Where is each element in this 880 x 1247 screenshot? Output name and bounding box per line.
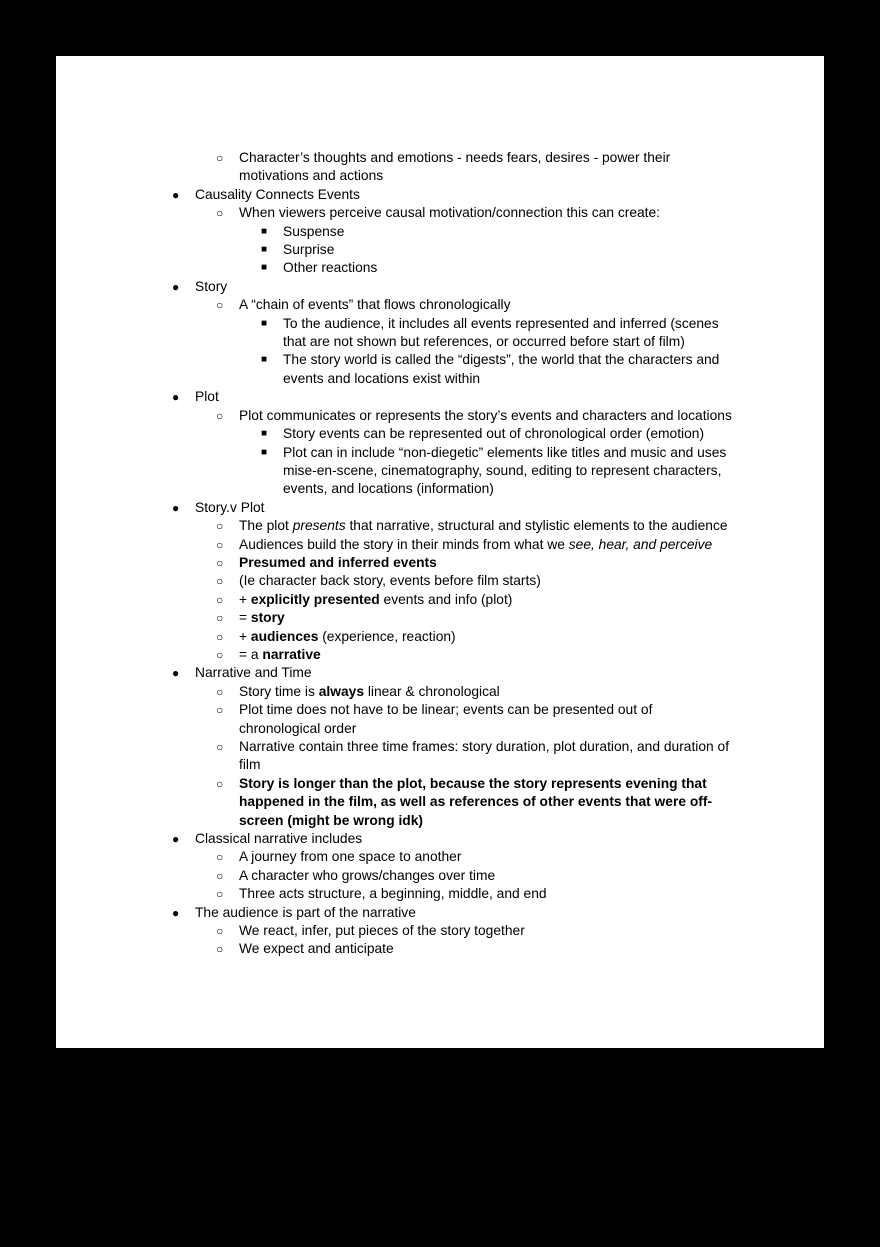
- bullet-circle-icon: ○: [216, 555, 224, 570]
- list-item-text: [239, 941, 394, 956]
- list-item-text: [239, 205, 660, 220]
- list-item-text: [195, 831, 362, 846]
- list-item-text: [195, 905, 416, 920]
- list-item-text: [239, 555, 437, 570]
- bullet-square-icon: ■: [261, 317, 268, 329]
- text-run: audiences: [250, 628, 319, 644]
- list-item-text: [283, 445, 726, 497]
- text-run: The story world is called the “digests”, the world that the characters and events and locations exist within: [283, 352, 720, 386]
- list-item-text: [239, 592, 512, 607]
- bullet-circle-icon: ○: [216, 647, 224, 662]
- list-item: [56, 149, 824, 186]
- bullet-circle-icon: ○: [216, 684, 224, 699]
- list-item: [56, 296, 824, 314]
- text-run: Narrative contain three time frames: story duration, plot duration, and duration of film: [239, 739, 730, 773]
- list-item: [56, 259, 824, 277]
- text-run: +: [239, 628, 251, 644]
- list-item-text: [283, 316, 719, 349]
- text-run: Story is longer than the plot, because the story represents evening that happened in the film, as well as references of other events that were off-screen (might be wrong idk): [239, 775, 713, 828]
- list-item-text: [283, 260, 377, 275]
- bullet-circle-icon: ○: [216, 592, 224, 607]
- list-item: [56, 536, 824, 554]
- bullet-disc-icon: ●: [172, 187, 180, 202]
- list-item-text: [239, 629, 456, 644]
- list-item: [56, 591, 824, 609]
- list-item-text: [195, 187, 360, 202]
- list-item-text: [239, 849, 461, 864]
- list-item-text: [239, 923, 525, 938]
- text-run: Suspense: [283, 223, 345, 239]
- bullet-circle-icon: ○: [216, 206, 224, 221]
- list-item-text: [239, 886, 547, 901]
- text-run: To the audience, it includes all events represented and inferred (scenes that are not shown but references, or occurred before start of film): [283, 315, 719, 350]
- document-page: [56, 56, 824, 1048]
- bullet-square-icon: ■: [261, 354, 268, 366]
- text-run: = a: [239, 646, 263, 662]
- text-run: Plot communicates or represents the story’s events and characters and locations: [239, 407, 732, 423]
- list-item: [56, 646, 824, 664]
- text-run: A character who grows/changes over time: [239, 867, 496, 883]
- list-item: [56, 848, 824, 866]
- bullet-circle-icon: ○: [216, 611, 224, 626]
- list-item: [56, 609, 824, 627]
- bullet-square-icon: ■: [261, 244, 268, 256]
- text-run: Surprise: [283, 242, 335, 258]
- bullet-circle-icon: ○: [216, 629, 224, 644]
- list-item: [56, 186, 824, 204]
- bullet-disc-icon: ●: [172, 832, 180, 847]
- text-run: narrative: [262, 646, 321, 662]
- list-item: [56, 351, 824, 388]
- text-run: Story: [195, 278, 228, 294]
- list-item: [56, 315, 824, 352]
- bullet-disc-icon: ●: [172, 500, 180, 515]
- bullet-square-icon: ■: [261, 262, 268, 274]
- bullet-square-icon: ■: [261, 428, 268, 440]
- bullet-circle-icon: ○: [216, 537, 224, 552]
- text-run: A journey from one space to another: [239, 849, 462, 865]
- text-run: The audience is part of the narrative: [195, 904, 416, 920]
- bullet-disc-icon: ●: [172, 666, 180, 681]
- bullet-circle-icon: ○: [216, 574, 224, 589]
- list-item: [56, 204, 824, 222]
- list-item: [56, 775, 824, 830]
- list-item-text: [195, 279, 227, 294]
- text-run: Plot can in include “non-diegetic” elements like titles and music and uses mise-en-scene, cinematography, sound, editing to represent characters, events, and locations (information): [283, 444, 727, 497]
- notes-list: [56, 149, 824, 959]
- bullet-disc-icon: ●: [172, 905, 180, 920]
- bullet-circle-icon: ○: [216, 519, 224, 534]
- list-item-text: [283, 426, 704, 441]
- list-item: [56, 664, 824, 682]
- bullet-disc-icon: ●: [172, 279, 180, 294]
- list-item-text: [239, 776, 712, 828]
- bullet-circle-icon: ○: [216, 408, 224, 423]
- list-item: [56, 683, 824, 701]
- list-item-text: [239, 150, 670, 183]
- text-run: Plot: [195, 389, 219, 405]
- list-item-text: [195, 665, 312, 680]
- bullet-circle-icon: ○: [216, 740, 224, 754]
- list-item: [56, 425, 824, 443]
- bullet-square-icon: ■: [261, 446, 268, 458]
- text-run: Audiences build the story in their minds from what we: [239, 536, 569, 552]
- list-item: [56, 444, 824, 499]
- list-item: [56, 701, 824, 738]
- list-item: [56, 738, 824, 775]
- text-run: We expect and anticipate: [239, 941, 394, 957]
- text-run: Narrative and Time: [195, 665, 312, 681]
- text-run: Story time is: [239, 683, 319, 699]
- list-item: [56, 867, 824, 885]
- text-run: Story events can be represented out of chronological order (emotion): [283, 426, 705, 442]
- list-item-text: [283, 242, 334, 257]
- text-run: that narrative, structural and stylistic elements to the audience: [345, 518, 728, 534]
- text-run: linear & chronological: [364, 683, 500, 699]
- list-item-text: [239, 297, 510, 312]
- text-run: explicitly presented: [250, 591, 380, 607]
- bullet-circle-icon: ○: [216, 924, 224, 939]
- list-item: [56, 554, 824, 572]
- text-run: events and info (plot): [379, 591, 513, 607]
- text-run: (experience, reaction): [318, 628, 456, 644]
- list-item: [56, 388, 824, 406]
- list-item-text: [239, 518, 728, 533]
- text-run: Other reactions: [283, 260, 378, 276]
- bullet-circle-icon: ○: [216, 942, 224, 957]
- text-run: Presumed and inferred events: [239, 554, 437, 570]
- list-item-text: [239, 647, 321, 662]
- text-run: A “chain of events” that flows chronologically: [239, 297, 511, 313]
- text-run: Plot time does not have to be linear; events can be presented out of chronological order: [239, 702, 653, 736]
- list-item-text: [283, 352, 719, 385]
- text-run: always: [318, 683, 364, 699]
- text-run: Causality Connects Events: [195, 186, 360, 202]
- list-item: [56, 517, 824, 535]
- list-item-text: [195, 500, 265, 515]
- list-item-text: [195, 389, 219, 404]
- list-item-text: [239, 684, 500, 699]
- text-run: presents: [292, 518, 346, 534]
- list-item: [56, 499, 824, 517]
- list-item: [56, 922, 824, 940]
- bullet-circle-icon: ○: [216, 703, 224, 718]
- list-item-text: [239, 610, 285, 625]
- text-run: The plot: [239, 518, 293, 534]
- bullet-circle-icon: ○: [216, 868, 224, 883]
- list-item-text: [283, 224, 344, 239]
- list-item-text: [239, 408, 732, 423]
- list-item: [56, 572, 824, 590]
- list-item-text: [239, 739, 729, 772]
- bullet-circle-icon: ○: [216, 151, 224, 165]
- text-run: (Ie character back story, events before film starts): [239, 573, 541, 589]
- text-run: Classical narrative includes: [195, 831, 363, 847]
- bullet-circle-icon: ○: [216, 298, 224, 313]
- list-item: [56, 904, 824, 922]
- list-item-text: [239, 868, 495, 883]
- text-run: story: [250, 610, 285, 626]
- text-run: Three acts structure, a beginning, middle, and end: [239, 886, 547, 902]
- text-run: Story.v Plot: [195, 499, 265, 515]
- bullet-square-icon: ■: [261, 225, 268, 237]
- text-run: We react, infer, put pieces of the story together: [239, 923, 525, 939]
- list-item: [56, 278, 824, 296]
- text-run: see, hear, and perceive: [568, 536, 713, 552]
- list-item: [56, 940, 824, 958]
- text-run: =: [239, 610, 251, 626]
- bullet-circle-icon: ○: [216, 887, 224, 902]
- list-item: [56, 241, 824, 259]
- list-item: [56, 407, 824, 425]
- text-run: When viewers perceive causal motivation/connection this can create:: [239, 205, 661, 221]
- text-run: Character’s thoughts and emotions - needs fears, desires - power their motivations and actions: [239, 150, 671, 184]
- list-item-text: [239, 702, 652, 735]
- bullet-circle-icon: ○: [216, 850, 224, 865]
- bullet-disc-icon: ●: [172, 390, 180, 405]
- list-item: [56, 223, 824, 241]
- list-item-text: [239, 573, 541, 588]
- text-run: +: [239, 591, 251, 607]
- list-item: [56, 885, 824, 903]
- bullet-circle-icon: ○: [216, 776, 224, 791]
- list-item: [56, 830, 824, 848]
- list-item: [56, 628, 824, 646]
- list-item-text: [239, 537, 712, 552]
